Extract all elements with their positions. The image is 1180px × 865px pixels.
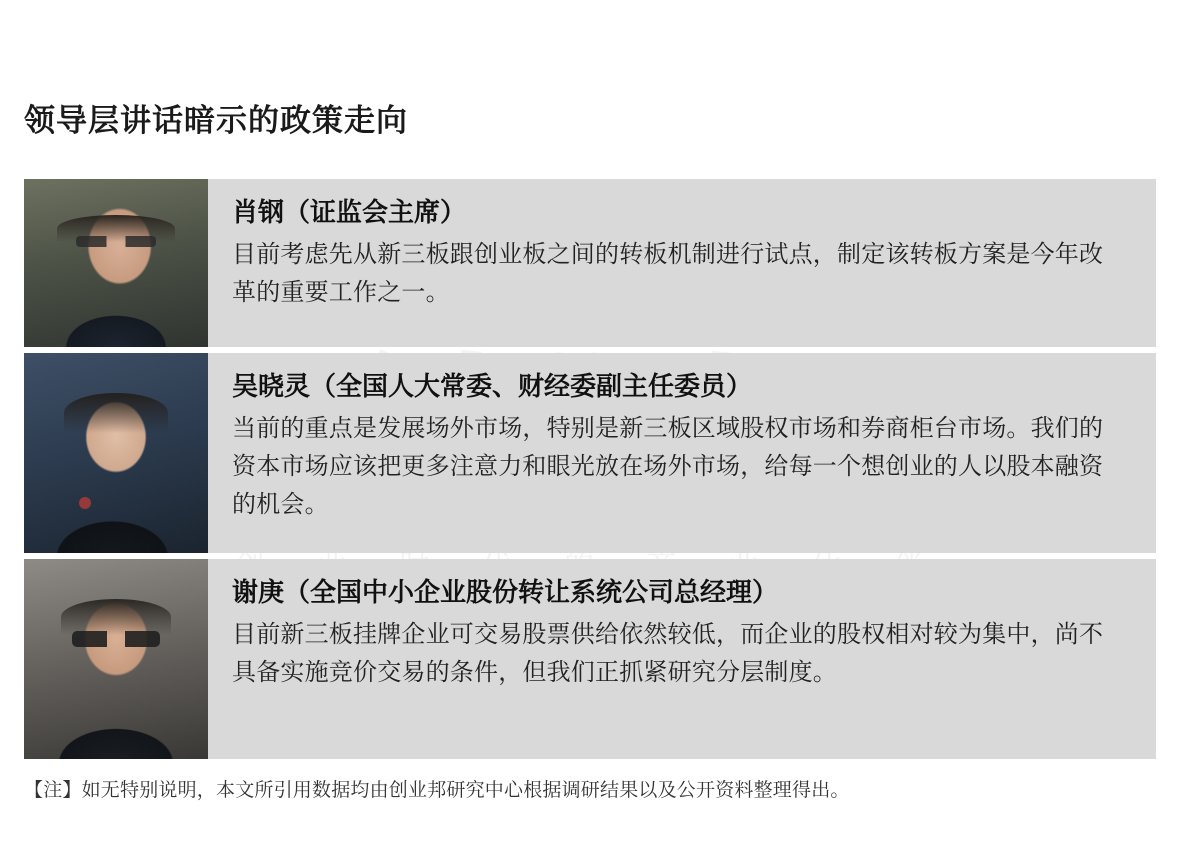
- person-name: 谢庚（全国中小企业股份转让系统公司总经理）: [232, 576, 779, 607]
- list-item: [24, 353, 1156, 553]
- person-quote: 目前考虑先从新三板跟创业板之间的转板机制进行试点，制定该转板方案是今年改革的重要工作之一。: [232, 240, 1104, 306]
- person-quote: 当前的重点是发展场外市场，特别是新三板区域股权市场和券商柜台市场。我们的资本市场应该把更多注意力和眼光放在场外市场，给每一个想创业的人以股本融资的机会。: [232, 414, 1104, 518]
- portrait-xie-geng: [24, 559, 208, 759]
- portrait-wu-xiaoling: [24, 353, 208, 553]
- quote-block: [208, 179, 1156, 326]
- person-name: 肖钢（证监会主席）: [232, 196, 467, 227]
- person-quote: 目前新三板挂牌企业可交易股票供给依然较低，而企业的股权相对较为集中，尚不具备实施竞价交易的条件，但我们正抓紧研究分层制度。: [232, 620, 1104, 686]
- person-name: 吴晓灵（全国人大常委、财经委副主任委员）: [232, 370, 753, 401]
- list-item: [24, 559, 1156, 759]
- page-title: 领导层讲话暗示的政策走向: [24, 102, 408, 138]
- infographic-page: [0, 21, 1180, 865]
- quote-block: [208, 353, 1156, 538]
- list-item: [24, 179, 1156, 347]
- portrait-xiao-gang: [24, 179, 208, 347]
- quote-block: [208, 559, 1156, 706]
- quote-list: [24, 179, 1156, 759]
- footnote: 【注】如无特别说明，本文所引用数据均由创业邦研究中心根据调研结果以及公开资料整理得出。: [24, 779, 850, 801]
